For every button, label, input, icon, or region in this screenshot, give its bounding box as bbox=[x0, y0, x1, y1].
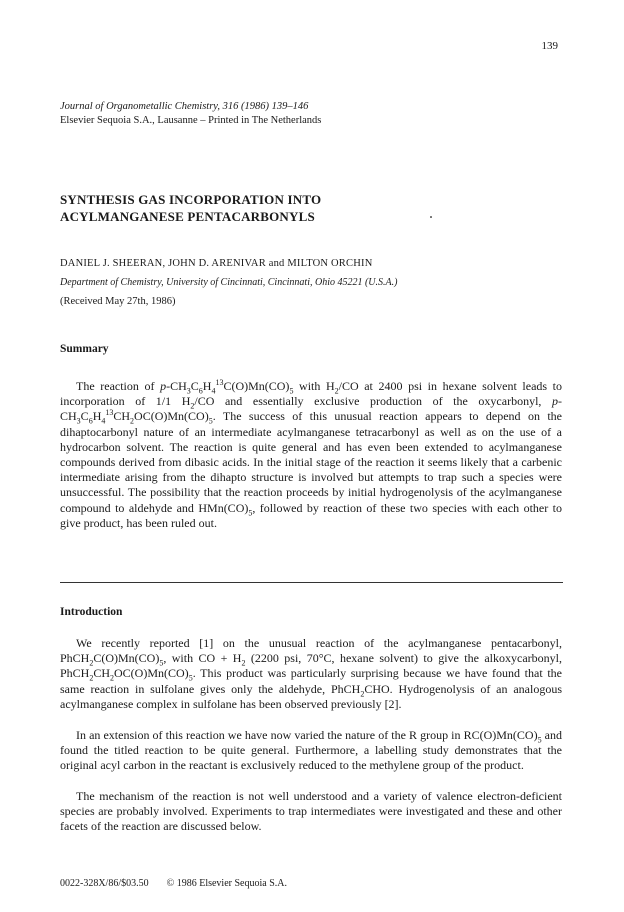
affiliation: Department of Chemistry, University of Cincinnati, Cincinnati, Ohio 45221 (U.S.A.) bbox=[60, 277, 398, 288]
title-line-1: SYNTHESIS GAS INCORPORATION INTO bbox=[60, 192, 322, 207]
journal-citation bbox=[60, 100, 321, 128]
page-number: 139 bbox=[541, 40, 558, 52]
article-title bbox=[60, 191, 321, 225]
journal-line-1: Journal of Organometallic Chemistry, 316 (1986) 139–146 bbox=[60, 101, 309, 112]
summary-heading: Summary bbox=[60, 343, 109, 355]
footer-copyright: © 1986 Elsevier Sequoia S.A. bbox=[166, 878, 287, 889]
introduction-heading: Introduction bbox=[60, 606, 123, 618]
footer bbox=[60, 878, 287, 889]
authors: DANIEL J. SHEERAN, JOHN D. ARENIVAR and MILTON ORCHIN bbox=[60, 258, 373, 269]
speck bbox=[430, 216, 432, 218]
summary-paragraph: The reaction of $p-CH_3C_6H_4^{13}C(O)Mn(CO)_5$ with $H_2/CO$ at 2400 psi in hexane solvent leads to incorporation of 1/1 $H_2/CO$ and essentially exclusive production of the oxycarbonyl, $p-CH_3C_6H_4^{13}CH_2OC(O)Mn(CO)_5$. The success of this unusual reaction appears to depend on the dihaptocarbonyl nature of an intermediate acylmanganese tetracarbonyl as well as on the use of a hydrocarbon solvent. The reaction is quite general and has even been extended to acylmanganese compounds derived from dibasic acids. In the initial stage of the reaction it seems likely that a carbenic intermediate arising from the dihapto structure is involved but attempts to trap such a species were unsuccessful. The possibility that the reaction proceeds by initial hydrogenolysis of the acylmanganese compound to aldehyde and $HMn(CO)_5$, followed by reaction of these two species with each other to give product, has been ruled out. bbox=[60, 378, 563, 530]
introduction-paragraph-2: In an extension of this reaction we have now varied the nature of the R group in $RC(O)Mn(CO)_5$ and found the titled reaction to be quite general. Furthermore, a labelling study demonstrates that the original acyl carbon in the reactant is exclusively reduced to the methylene group of the product. bbox=[60, 728, 563, 773]
title-line-2: ACYLMANGANESE PENTACARBONYLS bbox=[60, 209, 315, 224]
introduction-paragraph-1: We recently reported [1] on the unusual reaction of the acylmanganese pentacarbonyl, $PhCH_2C(O)Mn(CO)_5$, with CO + $H_2$ (2200 psi, 70°C, hexane solvent) to give the alkoxycarbonyl, $PhCH_2CH_2OC(O)Mn(CO)_5$. This product was particularly surprising because we have found that the same reaction in sulfolane gives only the aldehyde, PhCH$_2$CHO. Hydrogenolysis of an analogous acylmanganese complex in sulfolane has been observed previously [2]. bbox=[60, 636, 562, 711]
introduction-paragraph-3: The mechanism of the reaction is not well understood and a variety of valence electron-deficient species are probably involved. Experiments to trap intermediates were investigated and these and other facets of the reaction are discussed below. bbox=[60, 789, 562, 834]
section-divider bbox=[60, 582, 563, 583]
received-date: (Received May 27th, 1986) bbox=[60, 296, 176, 307]
footer-code: 0022-328X/86/$03.50 bbox=[60, 878, 149, 889]
journal-line-2: Elsevier Sequoia S.A., Lausanne – Printed in The Netherlands bbox=[60, 115, 322, 126]
